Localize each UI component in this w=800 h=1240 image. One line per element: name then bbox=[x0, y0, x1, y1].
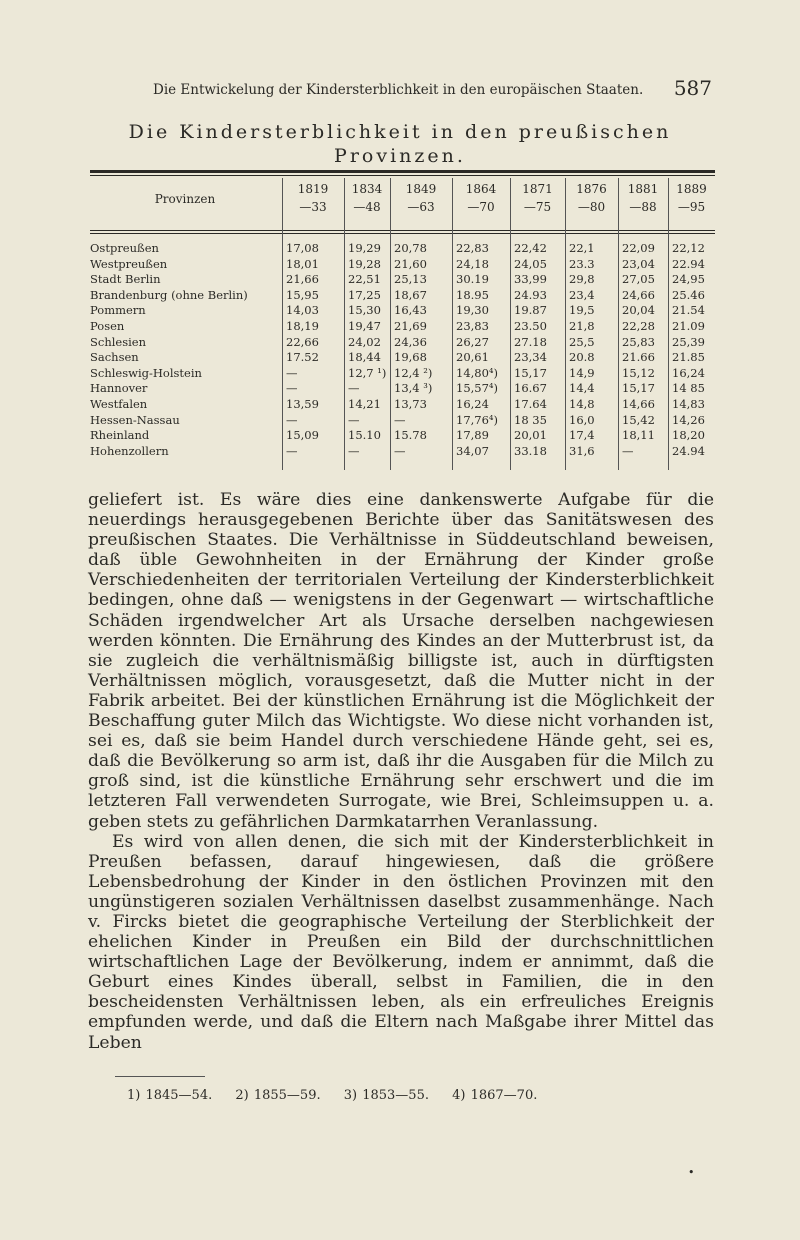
column-header-period bbox=[390, 180, 452, 230]
table-cell: 25.46 bbox=[672, 287, 705, 302]
paragraph: geliefert ist. Es wäre dies eine dankenswerte Aufgabe für die neuerdings herausgegebenen Berichte über das Sanitätswesen des preußischen Staates. Die Verhältnisse in Süddeutschland beweisen, daß üble Gewohnheiten in der Ernährung der Kinder große Verschiedenheiten der territorialen Verteilung der Kindersterblichkeit bedingen, ohne daß — wenigstens in der Gegenwart — wirtschaftliche Schäden irgendwelcher Art als Ursache derselben nachgewiesen werden könnten. Die Ernährung des Kindes an der Mutterbrust ist, da sie zugleich die verhältnismäßig billigste ist, auch in dürftigsten Verhältnissen möglich, vorausgesetzt, daß die Mutter nicht in der Fabrik arbeitet. Bei der künstlichen Ernährung ist die Möglichkeit der Beschaffung guter Milch das Wichtigste. Wo diese nicht vorhanden ist, sei es, daß sie beim Handel durch verschiedene Hände geht, sei es, daß die Bevölkerung so arm ist, daß ihr die Ausgaben für die Milch zu groß sind, ist die künstliche Ernährung sehr erschwert und die im letzteren Fall verwendeten Surrogate, wie Brei, Schleimsuppen u. a. geben stets zu gefährlichen Darmkatarrhen Veranlassung. bbox=[88, 490, 714, 832]
table-cell: 24,02 bbox=[348, 334, 381, 349]
page-number: 587 bbox=[673, 76, 712, 100]
table-header-rule bbox=[90, 230, 715, 231]
column-header-period bbox=[452, 180, 510, 230]
footnote: 4) 1867—70. bbox=[452, 1088, 538, 1103]
table-cell: 22,51 bbox=[348, 272, 381, 287]
period-start: 1834 bbox=[351, 182, 383, 196]
paragraph: Es wird von allen denen, die sich mit der Kindersterblichkeit in Preußen befassen, darauf hingewiesen, daß die größere Lebensbedrohung der Kinder in den östlichen Provinzen mit den ungünstigeren sozialen Verhältnissen daselbst zusammenhänge. Nach v. Fircks bietet die geographische Verteilung der Sterblichkeit der ehelichen Kinder in Preußen ein Bild der durchschnittlichen wirtschaftlichen Lage der Bevölkerung, indem er annimmt, daß die Geburt eines Kindes überall, selbst in Familien, die in den bescheidensten Verhältnissen leben, als ein erfreuliches Ereignis empfunden werde, und daß die Eltern nach Maßgabe ihrer Mittel das Leben bbox=[88, 831, 714, 1053]
table-cell: 15,95 bbox=[286, 287, 319, 302]
table-cell: 22.94 bbox=[672, 256, 705, 271]
table-cell: 14,9 bbox=[569, 365, 595, 380]
table-title-line-1: Die Kindersterblichkeit in den preußischen bbox=[128, 121, 672, 143]
period-start: 1819 bbox=[297, 182, 329, 196]
table-cell: — bbox=[286, 381, 298, 396]
table-cell: 23,4 bbox=[569, 287, 595, 302]
footnote: 3) 1853—55. bbox=[343, 1088, 429, 1103]
table-cell: 14,03 bbox=[286, 303, 319, 318]
table-cell: 27.18 bbox=[514, 334, 547, 349]
table-cell: 20,01 bbox=[514, 428, 547, 443]
period-start: 1871 bbox=[522, 182, 553, 196]
table-row bbox=[90, 443, 715, 459]
table-cell: — bbox=[348, 412, 360, 427]
table-cell: 27,05 bbox=[622, 272, 655, 287]
province-name: Westfalen bbox=[90, 397, 148, 411]
province-name: Hannover bbox=[90, 381, 148, 396]
table-cell: 24,95 bbox=[672, 272, 705, 287]
period-start: 1881 bbox=[627, 182, 659, 196]
period-end: —70 bbox=[467, 200, 495, 214]
province-name: Stadt Berlin bbox=[90, 272, 161, 287]
table-cell: 25,39 bbox=[672, 334, 705, 349]
table-cell: 15,09 bbox=[286, 428, 319, 443]
table-cell: 15,12 bbox=[622, 365, 655, 380]
table-cell: 20,04 bbox=[622, 303, 655, 318]
table-cell: 17,4 bbox=[569, 428, 595, 443]
table-row bbox=[90, 412, 715, 428]
table-cell: 16,24 bbox=[672, 365, 705, 380]
table-cell: 21,60 bbox=[394, 256, 427, 271]
table-cell: 21,66 bbox=[286, 272, 319, 287]
table-cell: 25,5 bbox=[569, 334, 595, 349]
period-end: —80 bbox=[577, 200, 606, 214]
table-cell: 13,4 ³) bbox=[394, 381, 433, 396]
table-top-rule bbox=[90, 170, 715, 173]
province-name: Schleswig-Holstein bbox=[90, 365, 202, 380]
table-row bbox=[90, 256, 715, 272]
column-header-period bbox=[618, 180, 668, 230]
table-cell: 12,4 ²) bbox=[394, 365, 433, 380]
period-start: 1864 bbox=[465, 182, 497, 196]
table-row bbox=[90, 380, 715, 396]
running-header bbox=[140, 74, 720, 104]
table-cell: 23,83 bbox=[456, 319, 489, 333]
table-cell: 17,89 bbox=[456, 428, 489, 443]
table-cell: 16,0 bbox=[569, 412, 595, 427]
table-cell: 17,08 bbox=[286, 241, 319, 255]
table-cell: 22,09 bbox=[622, 241, 655, 255]
table-cell: 17.64 bbox=[514, 397, 547, 411]
table-cell: 22,83 bbox=[456, 241, 489, 255]
column-header-period bbox=[668, 180, 715, 230]
table-cell: — bbox=[348, 381, 360, 396]
province-name: Pommern bbox=[90, 303, 146, 318]
table-cell: 30.19 bbox=[456, 272, 489, 287]
table-cell: 14,8 bbox=[569, 397, 595, 411]
table-cell: 22,28 bbox=[622, 319, 655, 333]
province-name: Posen bbox=[90, 319, 125, 333]
table-cell: 15,42 bbox=[622, 412, 655, 427]
province-name: Westpreußen bbox=[90, 256, 168, 271]
period-start: 1889 bbox=[676, 182, 707, 196]
table-cell: 16,24 bbox=[456, 397, 489, 411]
table-cell: 14,21 bbox=[348, 397, 381, 411]
table-cell: 23.50 bbox=[514, 319, 547, 333]
table-cell: 15,17 bbox=[622, 381, 655, 396]
table-row bbox=[90, 365, 715, 381]
table-cell: 31,6 bbox=[569, 443, 595, 458]
table-cell: 22,66 bbox=[286, 334, 319, 349]
column-header-period bbox=[344, 180, 390, 230]
column-header-period bbox=[565, 180, 618, 230]
table-cell: 22,1 bbox=[569, 241, 595, 255]
table-cell: 16.67 bbox=[514, 381, 547, 396]
table-cell: 17,25 bbox=[348, 287, 381, 302]
table-cell: — bbox=[286, 365, 298, 380]
table-cell: 17,76⁴) bbox=[456, 412, 499, 427]
period-end: —33 bbox=[299, 200, 327, 214]
table-cell: 16,43 bbox=[394, 303, 427, 318]
column-header-period bbox=[510, 180, 565, 230]
table-cell: 15.10 bbox=[348, 428, 381, 443]
table-cell: 21,8 bbox=[569, 319, 595, 333]
table-cell: 21.09 bbox=[672, 319, 705, 333]
column-header-period bbox=[282, 180, 344, 230]
table-cell: 19,30 bbox=[456, 303, 489, 318]
table-cell: — bbox=[348, 443, 360, 458]
table-cell: — bbox=[286, 443, 298, 458]
table-cell: 15,30 bbox=[348, 303, 381, 318]
table-cell: 18,01 bbox=[286, 256, 319, 271]
table-row bbox=[90, 349, 715, 365]
table-row bbox=[90, 427, 715, 443]
table-cell: 26,27 bbox=[456, 334, 489, 349]
table-cell: 33,99 bbox=[514, 272, 547, 287]
table-cell: — bbox=[394, 412, 406, 427]
table-cell: 19,29 bbox=[348, 241, 381, 255]
table-title bbox=[90, 120, 710, 168]
table-cell: 20,61 bbox=[456, 350, 489, 365]
table-cell: 21.85 bbox=[672, 350, 705, 365]
table-cell: 20,78 bbox=[394, 241, 427, 255]
table-cell: 21.66 bbox=[622, 350, 655, 365]
period-end: —88 bbox=[629, 200, 657, 214]
table-cell: 25,13 bbox=[394, 272, 427, 287]
table-cell: 18,44 bbox=[348, 350, 381, 365]
table-cell: 12,7 ¹) bbox=[348, 365, 387, 380]
province-name: Rheinland bbox=[90, 428, 150, 443]
table-cell: 13,73 bbox=[394, 397, 427, 411]
table-cell: 18,19 bbox=[286, 319, 319, 333]
table-cell: 22,12 bbox=[672, 241, 705, 255]
table-cell: 14,66 bbox=[622, 397, 655, 411]
table-cell: 24,05 bbox=[514, 256, 547, 271]
ink-spot: • bbox=[688, 1166, 695, 1179]
province-name: Brandenburg (ohne Berlin) bbox=[90, 287, 248, 302]
footnotes bbox=[127, 1088, 555, 1103]
table-cell: 21,69 bbox=[394, 319, 427, 333]
table-row bbox=[90, 396, 715, 412]
table-cell: 23,34 bbox=[514, 350, 547, 365]
table-cell: 18 35 bbox=[514, 412, 547, 427]
table-cell: 18,11 bbox=[622, 428, 655, 443]
table-cell: 24.93 bbox=[514, 287, 547, 302]
province-name: Sachsen bbox=[90, 350, 139, 365]
footnote: 1) 1845—54. bbox=[127, 1088, 213, 1103]
table-cell: 13,59 bbox=[286, 397, 319, 411]
running-title: Die Entwickelung der Kindersterblichkeit in den europäischen Staaten. bbox=[153, 82, 644, 98]
period-start: 1876 bbox=[576, 182, 607, 196]
column-header-provinces: Provinzen bbox=[154, 192, 216, 206]
table-cell: 22,42 bbox=[514, 241, 547, 255]
province-name: Ostpreußen bbox=[90, 241, 159, 255]
table-row bbox=[90, 334, 715, 350]
table-cell: 23.3 bbox=[569, 256, 595, 271]
period-start: 1849 bbox=[405, 182, 437, 196]
table-cell: 18,67 bbox=[394, 287, 427, 302]
period-end: —95 bbox=[677, 200, 706, 214]
table-cell: 14,80⁴) bbox=[456, 365, 499, 380]
period-end: —63 bbox=[407, 200, 435, 214]
table-cell: 21.54 bbox=[672, 303, 705, 318]
table-cell: — bbox=[622, 443, 634, 458]
table-cell: 19,68 bbox=[394, 350, 427, 365]
table-row bbox=[90, 318, 715, 334]
body-text bbox=[88, 490, 714, 1053]
table-row bbox=[90, 302, 715, 318]
table-cell: 23,04 bbox=[622, 256, 655, 271]
table-cell: 24,18 bbox=[456, 256, 489, 271]
table-cell: 19,5 bbox=[569, 303, 595, 318]
table-cell: 20.8 bbox=[569, 350, 595, 365]
table-top-rule-thin bbox=[90, 175, 715, 176]
table-cell: 24.94 bbox=[672, 443, 705, 458]
province-name: Hessen-Nassau bbox=[90, 412, 180, 427]
table-cell: 18.95 bbox=[456, 287, 489, 302]
table-cell: 19,28 bbox=[348, 256, 381, 271]
table-cell: — bbox=[286, 412, 298, 427]
period-end: —48 bbox=[353, 200, 381, 214]
table-cell: 15.78 bbox=[394, 428, 427, 443]
table-cell: 19,47 bbox=[348, 319, 381, 333]
table-row bbox=[90, 240, 715, 256]
table-title-line-2: Provinzen. bbox=[334, 145, 466, 167]
table-cell: 25,83 bbox=[622, 334, 655, 349]
mortality-table bbox=[90, 170, 715, 470]
footnote: 2) 1855—59. bbox=[235, 1088, 321, 1103]
table-cell: 14,4 bbox=[569, 381, 595, 396]
table-row bbox=[90, 287, 715, 303]
province-name: Hohenzollern bbox=[90, 443, 169, 458]
table-cell: 19.87 bbox=[514, 303, 547, 318]
table-cell: 15,17 bbox=[514, 365, 547, 380]
table-cell: 14,83 bbox=[672, 397, 705, 411]
table-cell: 17.52 bbox=[286, 350, 319, 365]
table-cell: 24,36 bbox=[394, 334, 427, 349]
table-cell: 29,8 bbox=[569, 272, 595, 287]
table-cell: 24,66 bbox=[622, 287, 655, 302]
table-cell: 18,20 bbox=[672, 428, 705, 443]
table-cell: 14 85 bbox=[672, 381, 705, 396]
footnote-rule bbox=[115, 1076, 205, 1077]
table-cell: 33.18 bbox=[514, 443, 547, 458]
table-cell: — bbox=[394, 443, 406, 458]
table-cell: 34,07 bbox=[456, 443, 489, 458]
table-row bbox=[90, 271, 715, 287]
table-cell: 15,57⁴) bbox=[456, 381, 499, 396]
table-cell: 14,26 bbox=[672, 412, 705, 427]
table-header-rule-thin bbox=[90, 233, 715, 234]
period-end: —75 bbox=[523, 200, 552, 214]
province-name: Schlesien bbox=[90, 334, 147, 349]
